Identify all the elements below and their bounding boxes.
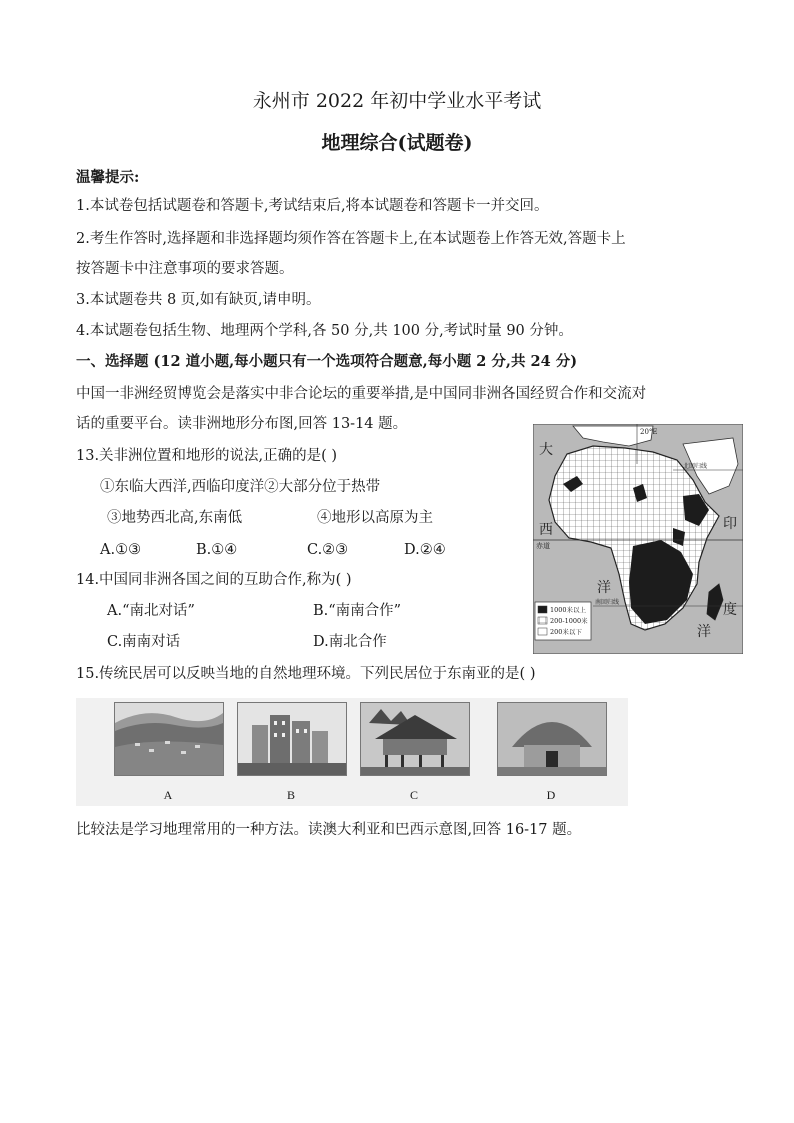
notice-heading: 温馨提示:: [76, 169, 140, 186]
photo-b-tower-houses[interactable]: [237, 702, 347, 776]
map-corner-label: 20°E: [640, 428, 658, 436]
notice-item-4: 4.本试题卷包括生物、地理两个学科,各 50 分,共 100 分,考试时量 90 分钟。: [76, 323, 573, 339]
intro-line-1: 中国一非洲经贸博览会是落实中非合论坛的重要举措,是中国同非洲各国经贸合作和交流对: [76, 386, 647, 402]
closing-instruction: 比较法是学习地理常用的一种方法。读澳大利亚和巴西示意图,回答 16-17 题。: [76, 822, 582, 838]
q13-statement-4: ④地形以高原为主: [317, 510, 433, 526]
photo-label-c: C: [409, 788, 418, 802]
map-legend: [535, 602, 591, 640]
q14-option-c[interactable]: C.南南对话: [107, 634, 181, 650]
ocean-left-char-3: 洋: [597, 580, 611, 596]
q14-option-b[interactable]: B.“南南合作”: [313, 603, 402, 619]
exam-title: 永州市 2022 年初中学业水平考试: [252, 90, 542, 112]
q13-option-d[interactable]: D.②④: [404, 542, 446, 558]
q13-statement-3: ③地势西北高,东南低: [107, 510, 243, 526]
legend-label-low: 200米以下: [550, 628, 582, 636]
q14-option-a[interactable]: A.“南北对话”: [107, 603, 195, 619]
legend-label-high: 1000米以上: [550, 606, 587, 614]
photo-label-b: B: [286, 788, 295, 802]
q13-option-c[interactable]: C.②③: [307, 542, 349, 558]
notice-item-2: 2.考生作答时,选择题和非选择题均须作答在答题卡上,在本试题卷上作答无效,答题卡上: [76, 231, 626, 247]
photo-c-stilt-house[interactable]: [360, 702, 470, 776]
photo-a-terraced-village[interactable]: [114, 702, 224, 776]
tropic-cancer-label: 北回归线: [683, 463, 708, 470]
legend-label-mid: 200-1000米: [550, 617, 588, 625]
legend-swatch-high: [538, 606, 547, 613]
ocean-right-char-3: 洋: [697, 624, 711, 640]
legend-swatch-low: [538, 628, 547, 635]
notice-item-3: 3.本试题卷共 8 页,如有缺页,请申明。: [76, 292, 321, 308]
ocean-right-char-1: 印: [723, 516, 737, 532]
notice-item-2-cont: 按答题卡中注意事项的要求答题。: [76, 261, 294, 277]
q14-stem: 14.中国同非洲各国之间的互助合作,称为( ): [76, 572, 352, 588]
q15-stem: 15.传统民居可以反映当地的自然地理环境。下列民居位于东南亚的是( ): [76, 666, 536, 682]
q13-option-a[interactable]: A.①③: [100, 542, 142, 558]
photo-label-d: D: [546, 788, 556, 802]
photo-label-a: A: [163, 788, 173, 802]
q13-stem: 13.关非洲位置和地形的说法,正确的是( ): [76, 448, 338, 464]
exam-subtitle: 地理综合(试题卷): [321, 132, 473, 154]
photo-d-round-hut[interactable]: [497, 702, 607, 776]
equator-label: 赤道: [536, 542, 550, 550]
q13-statement-line1: ①东临大西洋,西临印度洋②大部分位于热带: [100, 479, 381, 495]
legend-swatch-mid: [538, 617, 547, 624]
intro-line-2: 话的重要平台。读非洲地形分布图,回答 13-14 题。: [76, 416, 408, 432]
ocean-left-char-2: 西: [539, 522, 553, 538]
section-heading: 一、选择题 (12 道小题,每小题只有一个选项符合题意,每小题 2 分,共 24 分): [76, 353, 578, 370]
tropic-capricorn-label: 南回归线: [595, 599, 620, 606]
notice-item-1: 1.本试卷包括试题卷和答题卡,考试结束后,将本试题卷和答题卡一并交回。: [76, 198, 549, 214]
q14-option-d[interactable]: D.南北合作: [313, 634, 387, 650]
ocean-left-char-1: 大: [539, 442, 553, 458]
ocean-right-char-2: 度: [723, 602, 737, 618]
q13-option-b[interactable]: B.①④: [196, 542, 238, 558]
africa-relief-map: [533, 424, 743, 654]
